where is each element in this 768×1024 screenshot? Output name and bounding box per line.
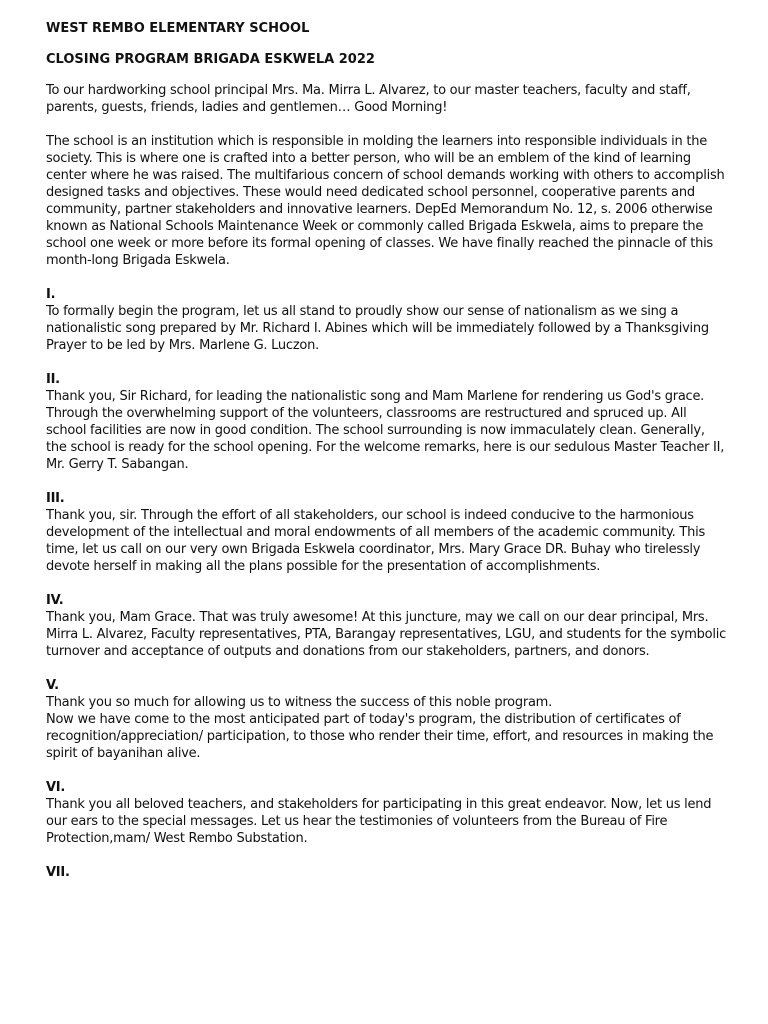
section-3 [46,490,726,575]
section-number: VI. [46,780,66,795]
section-text: Thank you, Mam Grace. That was truly awesome! At this juncture, may we call on our dear principal, Mrs. Mirra L. Alvarez, Faculty representatives, PTA, Barangay representatives, LGU, and students for the symbolic turnover and acceptance of outputs and donations from our stakeholders, partners, and donors. [46,610,727,659]
section-5 [46,677,726,762]
section-number: III. [46,491,65,506]
section-text: Thank you so much for allowing us to witness the success of this noble program. [46,695,552,710]
section-6 [46,779,726,847]
section-text: To formally begin the program, let us all stand to proudly show our sense of nationalism as we sing a nationalistic song prepared by Mr. Richard I. Abines which will be immediately followed by a Thanksgiving Prayer to be led by Mrs. Marlene G. Luczon. [46,304,709,353]
section-number: VII. [46,865,70,880]
background-paragraph: The school is an institution which is responsible in molding the learners into responsible individuals in the society. This is where one is crafted into a better person, who will be an emblem of the kind of learning center where he was raised. The multifarious concern of school demands working with others to accomplish designed tasks and objectives. These would need dedicated school personnel, cooperative parents and community, partner stakeholders and innovative learners. DepEd Memorandum No. 12, s. 2006 otherwise known as National Schools Maintenance Week or commonly called Brigada Eskwela, aims to prepare the school one week or more before its formal opening of classes. We have finally reached the pinnacle of this month-long Brigada Eskwela. [46,134,725,268]
section-text: Thank you, Sir Richard, for leading the nationalistic song and Mam Marlene for rendering us God's grace. [46,389,705,404]
document-page [46,20,726,898]
section-text: Now we have come to the most anticipated part of today's program, the distribution of certificates of recognition/appreciation/ participation, to those who render their time, effort, and resources in making the spirit of bayanihan alive. [46,712,714,761]
greeting-paragraph: To our hardworking school principal Mrs. Ma. Mirra L. Alvarez, to our master teachers, faculty and staff, parents, guests, friends, ladies and gentlemen… Good Morning! [46,83,691,115]
section-text: Through the overwhelming support of the volunteers, classrooms are restructured and spruced up. All school facilities are now in good condition. The school surrounding is now immaculately clean. Generally, the school is ready for the school opening. For the welcome remarks, here is our sedulous Master Teacher II, Mr. Gerry T. Sabangan. [46,406,725,472]
program-title: CLOSING PROGRAM BRIGADA ESKWELA 2022 [46,52,375,67]
section-4 [46,592,726,660]
section-number: IV. [46,593,64,608]
section-2 [46,371,726,473]
section-text: Thank you all beloved teachers, and stakeholders for participating in this great endeavor. Now, let us lend our ears to the special messages. Let us hear the testimonies of volunteers from the Bureau of Fire Protection,mam/ West Rembo Substation. [46,797,712,846]
section-number: II. [46,372,60,387]
section-number: V. [46,678,59,693]
section-7 [46,864,726,881]
school-name: WEST REMBO ELEMENTARY SCHOOL [46,21,310,36]
section-number: I. [46,287,56,302]
section-1 [46,286,726,354]
section-text: Thank you, sir. Through the effort of all stakeholders, our school is indeed conducive to the harmonious development of the intellectual and moral endowments of all members of the academic community. This time, let us call on our very own Brigada Eskwela coordinator, Mrs. Mary Grace DR. Buhay who tirelessly devote herself in making all the plans possible for the presentation of accomplishments. [46,508,705,574]
